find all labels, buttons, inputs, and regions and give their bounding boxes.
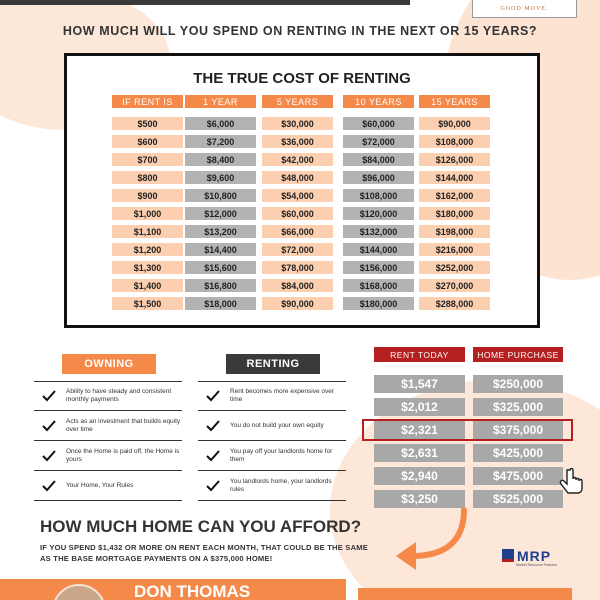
cost-cell: $216,000 bbox=[419, 243, 490, 256]
cost-cell: $9,600 bbox=[185, 171, 256, 184]
owning-list-item bbox=[34, 471, 182, 501]
renting-item-text: Rent becomes more expensive over time bbox=[230, 388, 335, 403]
afford-title: HOW MUCH HOME CAN YOU AFFORD? bbox=[40, 517, 362, 536]
brand-logo bbox=[472, 0, 577, 18]
cost-header-1: 1 YEAR bbox=[185, 95, 256, 108]
cost-cell: $6,000 bbox=[185, 117, 256, 130]
cost-cell: $108,000 bbox=[343, 189, 414, 202]
renting-list bbox=[198, 381, 346, 501]
check-icon bbox=[206, 419, 220, 433]
hand-pointer-icon bbox=[558, 468, 584, 498]
cost-cell: $60,000 bbox=[343, 117, 414, 130]
highlighted-row-outline bbox=[362, 419, 573, 441]
agent-name: DON THOMAS bbox=[134, 582, 251, 600]
owning-item-text: Ability to have steady and consistent monthly payments bbox=[66, 388, 172, 403]
renting-list-item bbox=[198, 411, 346, 441]
rent-today-cell: $2,012 bbox=[374, 398, 465, 416]
afford-text: IF YOU SPEND $1,432 OR MORE ON RENT EACH MONTH, THAT COULD BE THE SAME AS THE BASE MORTGAGE PAYMENTS ON A $375,000 HOME! bbox=[40, 543, 369, 563]
cost-cell: $72,000 bbox=[343, 135, 414, 148]
owning-tag: OWNING bbox=[62, 354, 156, 374]
cost-cell: $1,300 bbox=[112, 261, 183, 274]
cost-cell: $14,400 bbox=[185, 243, 256, 256]
cost-header-4: 15 YEARS bbox=[419, 95, 490, 108]
cost-header-2: 5 YEARS bbox=[262, 95, 333, 108]
renting-list-item bbox=[198, 381, 346, 411]
cost-cell: $48,000 bbox=[262, 171, 333, 184]
rent-today-cell: $2,940 bbox=[374, 467, 465, 485]
check-icon bbox=[42, 419, 56, 433]
owning-item-text: Your Home, Your Rules bbox=[66, 481, 134, 489]
home-purchase-cell: $250,000 bbox=[473, 375, 563, 393]
cost-cell: $198,000 bbox=[419, 225, 490, 238]
home-purchase-cell: $325,000 bbox=[473, 398, 563, 416]
cost-cell: $84,000 bbox=[343, 153, 414, 166]
cost-cell: $54,000 bbox=[262, 189, 333, 202]
cost-cell: $12,000 bbox=[185, 207, 256, 220]
cost-cell: $10,800 bbox=[185, 189, 256, 202]
cost-cell: $90,000 bbox=[419, 117, 490, 130]
mrp-logo-sub: Market Resource Partners bbox=[516, 563, 557, 567]
cost-cell: $16,800 bbox=[185, 279, 256, 292]
cost-cell: $132,000 bbox=[343, 225, 414, 238]
rent-today-header: RENT TODAY bbox=[374, 347, 465, 362]
cost-cell: $36,000 bbox=[262, 135, 333, 148]
cost-cell: $600 bbox=[112, 135, 183, 148]
owning-list-item bbox=[34, 411, 182, 441]
cost-cell: $13,200 bbox=[185, 225, 256, 238]
rent-today-cell: $3,250 bbox=[374, 490, 465, 508]
check-icon bbox=[206, 389, 220, 403]
cost-cell: $126,000 bbox=[419, 153, 490, 166]
curved-arrow-icon bbox=[392, 504, 472, 574]
check-icon bbox=[42, 479, 56, 493]
check-icon bbox=[42, 449, 56, 463]
cost-cell: $168,000 bbox=[343, 279, 414, 292]
rent-today-cell: $1,547 bbox=[374, 375, 465, 393]
renting-list-item bbox=[198, 441, 346, 471]
cost-cell: $900 bbox=[112, 189, 183, 202]
cost-cell: $162,000 bbox=[419, 189, 490, 202]
cost-cell: $1,500 bbox=[112, 297, 183, 310]
home-purchase-cell: $425,000 bbox=[473, 444, 563, 462]
cost-header-3: 10 YEARS bbox=[343, 95, 414, 108]
check-icon bbox=[206, 479, 220, 493]
cost-table bbox=[64, 53, 540, 328]
cost-cell: $30,000 bbox=[262, 117, 333, 130]
cost-cell: $156,000 bbox=[343, 261, 414, 274]
renting-tag: RENTING bbox=[226, 354, 320, 374]
cost-cell: $252,000 bbox=[419, 261, 490, 274]
cost-cell: $180,000 bbox=[343, 297, 414, 310]
cost-cell: $42,000 bbox=[262, 153, 333, 166]
cost-cell: $1,200 bbox=[112, 243, 183, 256]
cost-cell: $288,000 bbox=[419, 297, 490, 310]
home-purchase-header: HOME PURCHASE bbox=[473, 347, 563, 362]
cost-cell: $66,000 bbox=[262, 225, 333, 238]
cost-cell: $72,000 bbox=[262, 243, 333, 256]
check-icon bbox=[206, 449, 220, 463]
cost-cell: $90,000 bbox=[262, 297, 333, 310]
cost-cell: $108,000 bbox=[419, 135, 490, 148]
mrp-logo-text: MRP bbox=[517, 548, 552, 564]
rent-today-cell: $2,321 bbox=[374, 421, 465, 439]
home-purchase-cell: $375,000 bbox=[473, 421, 563, 439]
rent-today-cell: $2,631 bbox=[374, 444, 465, 462]
cost-header-0: IF RENT IS bbox=[112, 95, 183, 108]
cost-cell: $144,000 bbox=[419, 171, 490, 184]
renting-item-text: You pay off your landlords home for them bbox=[230, 447, 333, 463]
home-purchase-cell: $525,000 bbox=[473, 490, 563, 508]
cost-cell: $60,000 bbox=[262, 207, 333, 220]
cost-cell: $18,000 bbox=[185, 297, 256, 310]
cost-cell: $500 bbox=[112, 117, 183, 130]
brand-tagline: GOOD MOVE. bbox=[500, 5, 549, 12]
owning-list-item bbox=[34, 381, 182, 411]
owning-item-text: Acts as an investment that builds equity over time bbox=[66, 417, 181, 433]
home-purchase-cell: $475,000 bbox=[473, 467, 563, 485]
page-headline: HOW MUCH WILL YOU SPEND ON RENTING IN THE NEXT OR 15 YEARS? bbox=[62, 24, 538, 38]
mrp-logo bbox=[502, 547, 566, 569]
cost-cell: $7,200 bbox=[185, 135, 256, 148]
owning-list bbox=[34, 381, 182, 501]
cost-table-title: THE TRUE COST OF RENTING bbox=[193, 70, 411, 87]
cost-cell: $1,400 bbox=[112, 279, 183, 292]
cost-cell: $84,000 bbox=[262, 279, 333, 292]
owning-list-item bbox=[34, 441, 182, 471]
cost-cell: $96,000 bbox=[343, 171, 414, 184]
cost-cell: $1,000 bbox=[112, 207, 183, 220]
cost-cell: $15,600 bbox=[185, 261, 256, 274]
renting-item-text: You do not build your own equity bbox=[230, 421, 324, 429]
top-bar bbox=[0, 0, 410, 5]
check-icon bbox=[42, 389, 56, 403]
owning-item-text: Once the Home is paid off, the Home is yours bbox=[66, 447, 180, 463]
cost-cell: $144,000 bbox=[343, 243, 414, 256]
cost-cell: $700 bbox=[112, 153, 183, 166]
cost-cell: $120,000 bbox=[343, 207, 414, 220]
renting-item-text: You landlords home, your landlords rules bbox=[230, 477, 332, 493]
cost-cell: $8,400 bbox=[185, 153, 256, 166]
cost-cell: $78,000 bbox=[262, 261, 333, 274]
cost-cell: $800 bbox=[112, 171, 183, 184]
cost-cell: $1,100 bbox=[112, 225, 183, 238]
cost-cell: $180,000 bbox=[419, 207, 490, 220]
cost-cell: $270,000 bbox=[419, 279, 490, 292]
footer-contact-bar bbox=[358, 588, 572, 600]
renting-list-item bbox=[198, 471, 346, 501]
